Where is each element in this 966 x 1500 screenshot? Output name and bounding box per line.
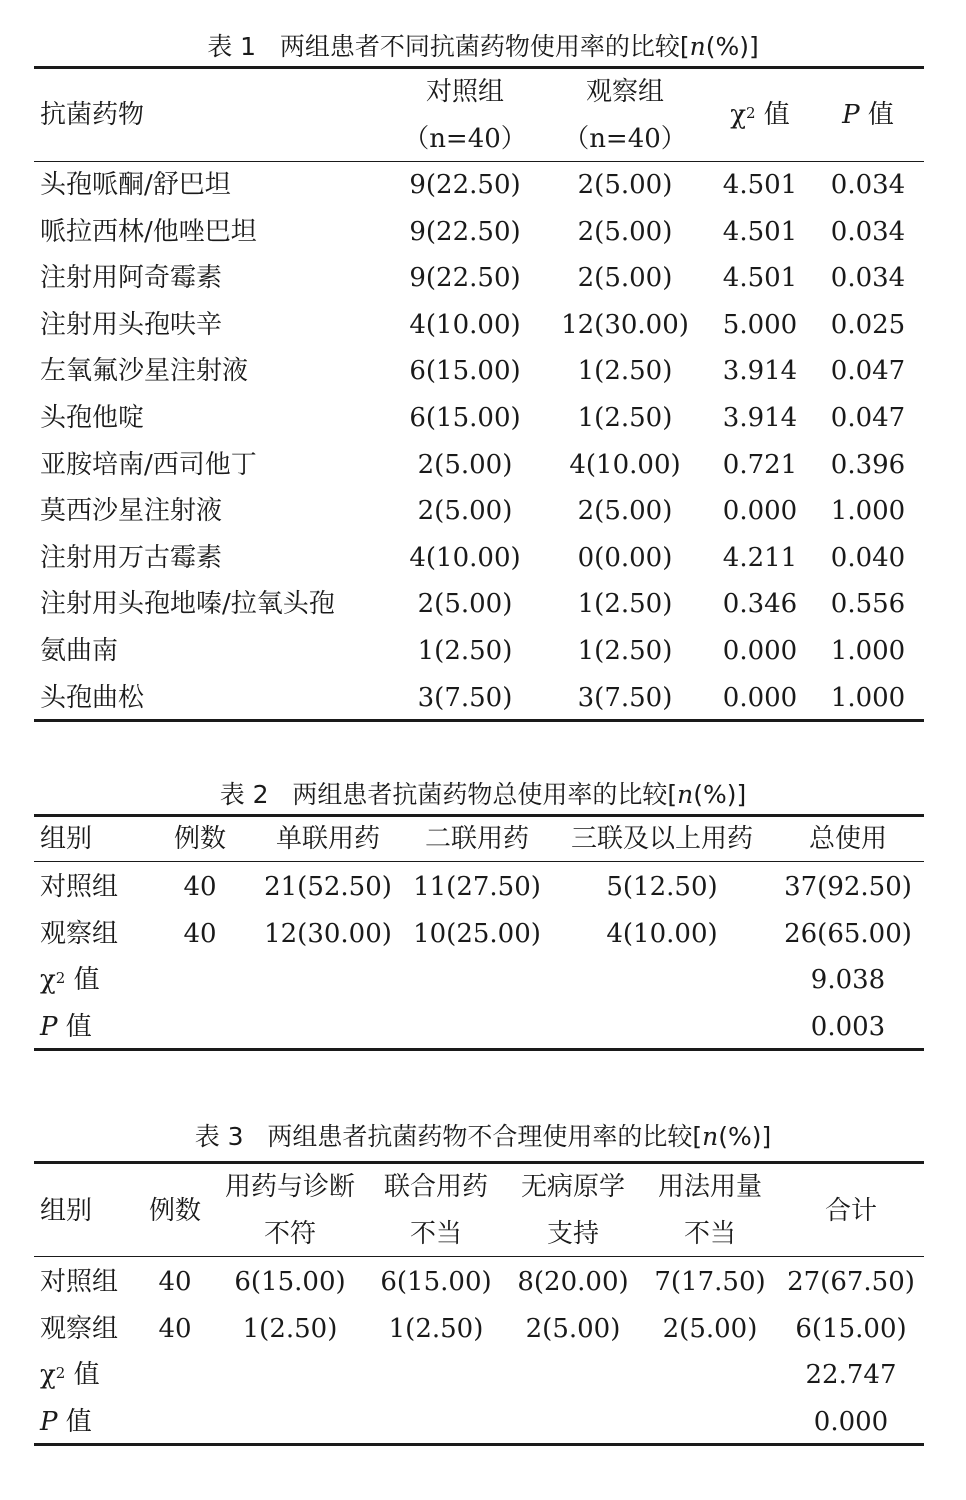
table1-cell-drug: 注射用头孢地嗪/拉氧头孢 bbox=[40, 589, 335, 619]
table1-header-control: 对照组 bbox=[425, 77, 505, 107]
table3-cell-no-pathogen: 8(20.00) bbox=[517, 1267, 629, 1297]
chi-sup: 2 bbox=[745, 104, 756, 122]
table1-bottom-rule bbox=[34, 719, 924, 722]
table2-cell-total: 26(65.00) bbox=[784, 919, 912, 949]
table2-cell-double: 11(27.50) bbox=[413, 872, 541, 902]
table1-cell-control: 9(22.50) bbox=[409, 217, 521, 247]
table1-cell-control: 9(22.50) bbox=[409, 170, 521, 200]
table1-cell-p: 0.556 bbox=[830, 589, 906, 619]
table3-cell-combo: 6(15.00) bbox=[380, 1267, 492, 1297]
table1-cell-chi: 0.721 bbox=[722, 450, 798, 480]
table3-chi-label bbox=[40, 1358, 100, 1392]
table1-cell-observe: 1(2.50) bbox=[577, 356, 673, 386]
table2-cell-group: 观察组 bbox=[40, 919, 119, 949]
table1-cell-observe: 3(7.50) bbox=[577, 683, 673, 713]
table3-header-rule bbox=[34, 1256, 924, 1257]
table1-cell-chi: 0.000 bbox=[722, 636, 798, 666]
table3-cell-group: 对照组 bbox=[40, 1267, 119, 1297]
table1-cell-observe: 2(5.00) bbox=[577, 263, 673, 293]
table1-header-drug: 抗菌药物 bbox=[40, 100, 145, 130]
table2-cell-total: 37(92.50) bbox=[784, 872, 912, 902]
table2-title-n: n bbox=[677, 780, 694, 809]
table3-cell-no-pathogen: 2(5.00) bbox=[525, 1314, 621, 1344]
p-suffix: 值 bbox=[57, 1407, 92, 1437]
table3-top-rule bbox=[34, 1161, 924, 1164]
table2-p-value: 0.003 bbox=[810, 1012, 886, 1042]
table1-top-rule bbox=[34, 66, 924, 69]
table3-cell-group: 观察组 bbox=[40, 1314, 119, 1344]
table2-cell-double: 10(25.00) bbox=[413, 919, 541, 949]
table3-cell-count: 40 bbox=[158, 1314, 192, 1344]
table1-cell-p: 1.000 bbox=[830, 683, 906, 713]
table1-cell-drug: 亚胺培南/西司他丁 bbox=[40, 450, 257, 480]
table1-cell-chi: 0.346 bbox=[722, 589, 798, 619]
table1-cell-observe: 2(5.00) bbox=[577, 217, 673, 247]
table1-cell-control: 6(15.00) bbox=[409, 403, 521, 433]
p-suffix: 值 bbox=[859, 100, 894, 130]
table3-title-suffix: (%)] bbox=[718, 1122, 772, 1151]
table2-header-group: 组别 bbox=[40, 824, 93, 854]
table3-header-h1a: 用药与诊断 bbox=[224, 1172, 356, 1202]
table1-header-observe: 观察组 bbox=[585, 77, 665, 107]
table3-header-h4b: 不当 bbox=[683, 1219, 737, 1249]
table3-cell-dosage: 2(5.00) bbox=[662, 1314, 758, 1344]
chi-sup: 2 bbox=[55, 1364, 66, 1382]
table2-title-prefix: 表 2 bbox=[219, 780, 269, 809]
table2-cell-triple: 5(12.50) bbox=[606, 872, 718, 902]
table3-p-value: 0.000 bbox=[813, 1407, 889, 1437]
table1-cell-control: 2(5.00) bbox=[417, 589, 513, 619]
table1-cell-chi: 4.501 bbox=[722, 217, 798, 247]
table3-header-total: 合计 bbox=[824, 1196, 878, 1226]
table3-cell-total: 6(15.00) bbox=[795, 1314, 907, 1344]
table2-cell-single: 21(52.50) bbox=[264, 872, 392, 902]
table2-cell-count: 40 bbox=[183, 919, 217, 949]
table1-cell-p: 0.034 bbox=[830, 263, 906, 293]
chi-suffix: 值 bbox=[755, 100, 790, 130]
table3-cell-mismatch: 1(2.50) bbox=[242, 1314, 338, 1344]
table3-header-h3b: 支持 bbox=[546, 1219, 600, 1249]
table1-header-rule bbox=[34, 161, 924, 162]
table1-cell-drug: 注射用阿奇霉素 bbox=[40, 263, 223, 293]
table1-cell-observe: 12(30.00) bbox=[561, 310, 689, 340]
table2-top-rule bbox=[34, 814, 924, 817]
table1-cell-drug: 注射用头孢呋辛 bbox=[40, 310, 223, 340]
table3-header-group: 组别 bbox=[40, 1196, 93, 1226]
table2-cell-triple: 4(10.00) bbox=[606, 919, 718, 949]
table1-cell-drug: 哌拉西林/他唑巴坦 bbox=[40, 217, 257, 247]
table1-cell-observe: 4(10.00) bbox=[569, 450, 681, 480]
table3-header-count: 例数 bbox=[148, 1196, 202, 1226]
table1-title-n: n bbox=[689, 32, 706, 61]
table1-title bbox=[0, 30, 966, 64]
table2-header-total: 总使用 bbox=[808, 824, 888, 854]
table1-cell-drug: 莫西沙星注射液 bbox=[40, 496, 223, 526]
table1-cell-control: 1(2.50) bbox=[417, 636, 513, 666]
table3-title bbox=[0, 1120, 966, 1154]
table1-cell-observe: 1(2.50) bbox=[577, 636, 673, 666]
table3-cell-combo: 1(2.50) bbox=[388, 1314, 484, 1344]
table1-cell-observe: 2(5.00) bbox=[577, 496, 673, 526]
table3-header-h2b: 不当 bbox=[409, 1219, 463, 1249]
table3-header-h2a: 联合用药 bbox=[383, 1172, 489, 1202]
table1-cell-control: 9(22.50) bbox=[409, 263, 521, 293]
table3-title-main: 两组患者抗菌药物不合理使用率的比较[ bbox=[267, 1122, 703, 1151]
table1-cell-chi: 0.000 bbox=[722, 496, 798, 526]
table3-cell-dosage: 7(17.50) bbox=[654, 1267, 766, 1297]
table1-title-prefix: 表 1 bbox=[207, 32, 257, 61]
table1-cell-p: 0.034 bbox=[830, 217, 906, 247]
p-suffix: 值 bbox=[57, 1012, 92, 1042]
table2-cell-count: 40 bbox=[183, 872, 217, 902]
table1-cell-control: 6(15.00) bbox=[409, 356, 521, 386]
table1-cell-control: 2(5.00) bbox=[417, 496, 513, 526]
table2-title-suffix: (%)] bbox=[693, 780, 747, 809]
table1-cell-observe: 1(2.50) bbox=[577, 403, 673, 433]
table2-cell-group: 对照组 bbox=[40, 872, 119, 902]
table2-header-double: 二联用药 bbox=[424, 824, 530, 854]
table1-cell-chi: 4.501 bbox=[722, 263, 798, 293]
table2-chi-label bbox=[40, 963, 100, 997]
table3-title-n: n bbox=[702, 1122, 719, 1151]
table2-bottom-rule bbox=[34, 1048, 924, 1051]
table3-p-label bbox=[40, 1405, 92, 1439]
table1-cell-control: 4(10.00) bbox=[409, 310, 521, 340]
table3-chi-value: 22.747 bbox=[805, 1360, 897, 1390]
table1-cell-chi: 0.000 bbox=[722, 683, 798, 713]
table3-header-h4a: 用法用量 bbox=[657, 1172, 763, 1202]
table1-cell-p: 0.047 bbox=[830, 356, 906, 386]
table3-cell-count: 40 bbox=[158, 1267, 192, 1297]
table1-cell-control: 3(7.50) bbox=[417, 683, 513, 713]
table1-title-suffix: (%)] bbox=[705, 32, 759, 61]
table2-header-triple: 三联及以上用药 bbox=[570, 824, 754, 854]
table1-cell-drug: 注射用万古霉素 bbox=[40, 543, 223, 573]
chi-symbol: χ bbox=[40, 1360, 56, 1390]
table1-header-chi bbox=[730, 98, 790, 132]
table1-header-control-n: （n=40） bbox=[403, 124, 527, 154]
table1-cell-drug: 头孢他啶 bbox=[40, 403, 145, 433]
p-symbol: P bbox=[842, 100, 860, 130]
table2-chi-value: 9.038 bbox=[810, 965, 886, 995]
table1-cell-drug: 氨曲南 bbox=[40, 636, 119, 666]
table2-title-main: 两组患者抗菌药物总使用率的比较[ bbox=[292, 780, 678, 809]
table1-cell-drug: 左氧氟沙星注射液 bbox=[40, 356, 249, 386]
table3-cell-total: 27(67.50) bbox=[787, 1267, 915, 1297]
table3-header-h1b: 不符 bbox=[263, 1219, 317, 1249]
table1-cell-drug: 头孢哌酮/舒巴坦 bbox=[40, 170, 231, 200]
table1-cell-chi: 3.914 bbox=[722, 403, 798, 433]
table1-cell-p: 0.025 bbox=[830, 310, 906, 340]
table1-cell-control: 4(10.00) bbox=[409, 543, 521, 573]
table1-cell-chi: 4.501 bbox=[722, 170, 798, 200]
chi-symbol: χ bbox=[40, 965, 56, 995]
table2-header-single: 单联用药 bbox=[275, 824, 381, 854]
table2-header-rule bbox=[34, 861, 924, 862]
table1-header-p bbox=[842, 98, 894, 132]
table3-bottom-rule bbox=[34, 1443, 924, 1446]
table3-header-h3a: 无病原学 bbox=[520, 1172, 626, 1202]
table1-cell-observe: 0(0.00) bbox=[577, 543, 673, 573]
table1-cell-p: 0.040 bbox=[830, 543, 906, 573]
table3-cell-mismatch: 6(15.00) bbox=[234, 1267, 346, 1297]
table1-title-main: 两组患者不同抗菌药物使用率的比较[ bbox=[279, 32, 690, 61]
p-symbol: P bbox=[40, 1012, 58, 1042]
table2-title bbox=[0, 778, 966, 812]
table1-cell-drug: 头孢曲松 bbox=[40, 683, 145, 713]
table2-cell-single: 12(30.00) bbox=[264, 919, 392, 949]
p-symbol: P bbox=[40, 1407, 58, 1437]
chi-suffix: 值 bbox=[65, 1360, 100, 1390]
chi-symbol: χ bbox=[730, 100, 746, 130]
table1-cell-p: 1.000 bbox=[830, 636, 906, 666]
chi-suffix: 值 bbox=[65, 965, 100, 995]
table1-cell-observe: 1(2.50) bbox=[577, 589, 673, 619]
table1-cell-p: 1.000 bbox=[830, 496, 906, 526]
chi-sup: 2 bbox=[55, 969, 66, 987]
table2-p-label bbox=[40, 1010, 92, 1044]
table3-title-prefix: 表 3 bbox=[194, 1122, 244, 1151]
table1-cell-observe: 2(5.00) bbox=[577, 170, 673, 200]
table1-header-observe-n: （n=40） bbox=[563, 124, 687, 154]
table1-cell-p: 0.396 bbox=[830, 450, 906, 480]
table1-cell-p: 0.047 bbox=[830, 403, 906, 433]
table1-cell-chi: 5.000 bbox=[722, 310, 798, 340]
table2-header-count: 例数 bbox=[173, 824, 227, 854]
table1-cell-p: 0.034 bbox=[830, 170, 906, 200]
table1-cell-control: 2(5.00) bbox=[417, 450, 513, 480]
table1-cell-chi: 3.914 bbox=[722, 356, 798, 386]
table1-cell-chi: 4.211 bbox=[722, 543, 798, 573]
